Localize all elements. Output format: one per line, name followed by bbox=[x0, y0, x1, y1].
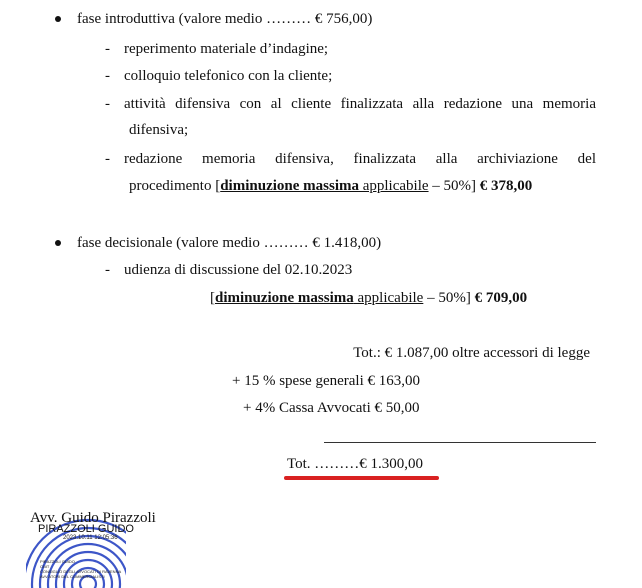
bullet-fase-introduttiva bbox=[55, 16, 61, 22]
stamp-line: AVV.ATORI DEL COMMERCIALISTI bbox=[40, 574, 105, 579]
fase2-amount: € 709,00 bbox=[474, 290, 528, 306]
dash: - bbox=[105, 96, 110, 112]
red-underline-annotation bbox=[284, 476, 439, 480]
list-item-udienza: udienza di discussione del 02.10.2023 bbox=[124, 262, 353, 278]
procedimento-text: procedimento [ bbox=[129, 178, 221, 194]
stamp-line: CNIT bbox=[40, 564, 50, 569]
reduction-bold: diminuzione massima bbox=[215, 290, 354, 306]
signature-name: Avv. Guido Pirazzoli bbox=[30, 510, 156, 526]
reduction-percent: – 50%] bbox=[423, 290, 475, 306]
reduction-rest: applicabile bbox=[353, 290, 424, 306]
spese-generali-line: + 15 % spese generali € 163,00 bbox=[232, 373, 420, 389]
dash: - bbox=[105, 262, 110, 278]
fase2-reduction-line bbox=[210, 289, 527, 307]
reduction-label bbox=[215, 290, 423, 306]
fase-introduttiva-heading: fase introduttiva (valore medio ……… € 756,00) bbox=[77, 11, 373, 27]
total-divider bbox=[324, 442, 596, 443]
list-item-attivita-line1: attività difensiva con al cliente finalizzata alla redazione una memoria bbox=[124, 96, 596, 112]
bullet-fase-decisionale bbox=[55, 240, 61, 246]
subtotal-line: Tot.: € 1.087,00 oltre accessori di legge bbox=[353, 345, 590, 361]
reduction-percent: – 50%] bbox=[428, 178, 480, 194]
reduction-bold: diminuzione massima bbox=[220, 178, 359, 194]
reduction-label bbox=[220, 178, 428, 194]
stamp-line: PIRAZZOLI GUIDO bbox=[40, 559, 75, 564]
stamp-title: PIRAZZOLI GUIDO bbox=[38, 523, 134, 535]
fase-decisionale-heading: fase decisionale (valore medio ……… € 1.418,00) bbox=[77, 235, 382, 251]
grand-total: Tot. ………€ 1.300,00 bbox=[287, 456, 424, 472]
dash: - bbox=[105, 41, 110, 57]
open-bracket: [ bbox=[210, 290, 215, 306]
list-item-attivita-line2: difensiva; bbox=[129, 122, 189, 138]
reduction-rest: applicabile bbox=[358, 178, 429, 194]
list-item-redazione-line1: redazione memoria difensiva, finalizzata alla archiviazione del bbox=[124, 151, 596, 167]
stamp-line: CONSIGLIO DEGLI AVVOCATI DI RAVENNA bbox=[40, 569, 122, 574]
list-item-redazione-line2 bbox=[129, 177, 532, 195]
stamp-date: 2023.10.11 12:05:36 bbox=[63, 535, 118, 541]
list-item-reperimento: reperimento materiale d’indagine; bbox=[124, 41, 329, 57]
dash: - bbox=[105, 151, 110, 167]
fase1-amount: € 378,00 bbox=[479, 178, 533, 194]
list-item-colloquio: colloquio telefonico con la cliente; bbox=[124, 68, 333, 84]
cassa-avvocati-line: + 4% Cassa Avvocati € 50,00 bbox=[243, 400, 420, 416]
dash: - bbox=[105, 68, 110, 84]
